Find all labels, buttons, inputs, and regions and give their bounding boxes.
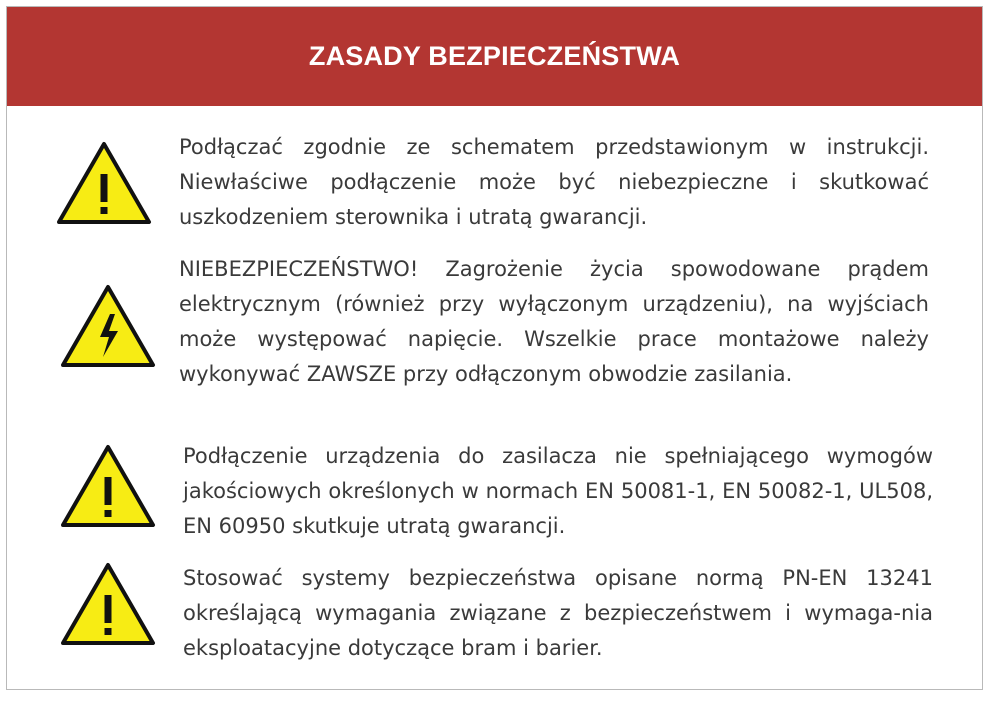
page-title: ZASADY BEZPIECZEŃSTWA: [7, 7, 982, 106]
warning-exclamation-icon: [60, 444, 156, 528]
high-voltage-icon: [60, 284, 156, 368]
safety-item-text: Stosować systemy bezpieczeństwa opisane normą PN-EN 13241 określającą wymagania związane z bezpieczeństwem i wymaga-nia eksploatacyjne dotyczące bram i barier.: [183, 566, 933, 660]
warning-exclamation-icon: [56, 141, 152, 225]
warning-exclamation-icon: [60, 562, 156, 646]
safety-item-text: Podłączenie urządzenia do zasilacza nie spełniającego wymogów jakościowych określonych w normach EN 50081-1, EN 50082-1, UL508, EN 60950 skutkuje utratą gwarancji.: [183, 444, 933, 538]
safety-item-text: NIEBEZPIECZEŃSTWO! Zagrożenie życia spowodowane prądem elektrycznym (również przy wyłączonym urządzeniu), na wyjściach może występować napięcie. Wszelkie prace montażowe należy wykonywać ZAWSZE przy odłączonym obwodzie zasilania.: [179, 257, 929, 386]
safety-rules-box: [6, 6, 983, 690]
safety-item-text: Podłączać zgodnie ze schematem przedstawionym w instrukcji. Niewłaściwe podłączenie może być niebezpieczne i skutkować uszkodzeniem sterownika i utratą gwarancji.: [179, 135, 929, 229]
